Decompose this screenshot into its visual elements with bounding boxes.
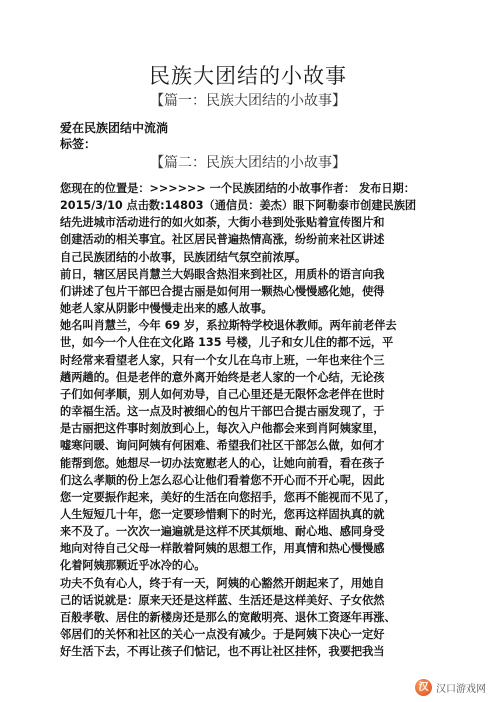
section-heading-1: 【篇一：民族大团结的小故事】: [150, 93, 346, 109]
body-line: 结先进城市活动进行的如火如荼，大街小巷到处张贴着宣传图片和: [60, 216, 385, 230]
document-title: 民族大团结的小故事: [149, 64, 347, 88]
body-line: 的幸福生活。这一点及时被细心的包片干部巴合提古丽发现了，于: [60, 405, 385, 419]
tags-label: 标签：: [60, 137, 97, 151]
body-line: 创建活动的相关事宜。社区居民普遍热情高涨，纷纷前来社区讲述: [60, 233, 385, 247]
body-line: 她名叫肖慧兰，今年 69 岁，系拉斯特学校退休教师。两年前老伴去: [60, 319, 397, 333]
body-line: 化着阿姨那颗近乎冰冷的心。: [60, 559, 206, 573]
body-line: 们这么孝顺的份上怎么忍心让他们看着您不开心而不开心呢，因此: [60, 473, 385, 487]
body-line: 您一定要振作起来，美好的生活在向您招手，您再不能视而不见了，: [60, 490, 396, 504]
section-heading-2: 【篇二：民族大团结的小故事】: [150, 155, 346, 171]
article-subtitle: 爱在民族团结中流淌: [60, 121, 169, 135]
body-line: 来不及了。一次次一遍遍就是这样不厌其烦地、耐心地、感同身受: [60, 525, 385, 539]
body-line: 己的话说就是：原来天还是这样蓝、生活还是这样美好、子女依然: [60, 593, 385, 607]
body-line: 地向对待自己父母一样散着阿姨的思想工作，用真情和热心慢慢感: [60, 542, 385, 556]
body-line: 能帮到您。她想尽一切办法宽慰老人的心，让她向前看，看在孩子: [60, 456, 385, 470]
body-line: 们讲述了包片干部巴合提古丽是如何用一颗热心慢慢感化她，使得: [60, 284, 385, 298]
body-line: 世，如今一个人住在文化路 135 号楼，儿子和女儿住的都不远，平: [60, 336, 394, 350]
body-line: 2015/3/10 点击数:14803（通信员：姜杰）眼下阿勒泰市创建民族团: [60, 199, 417, 213]
body-line: 邻居们的关怀和社区的关心一点没有减少。于是阿姨下决心一定好: [60, 628, 385, 642]
body-line: 百般孝敬、居住的新楼房还是那么的宽敞明亮、退休工资逐年再涨、: [60, 610, 396, 624]
body-line: 她老人家从阴影中慢慢走出来的感人故事。: [60, 302, 273, 316]
body-line: 时经常来看望老人家，只有一个女儿在乌市上班，一年也来往个三: [60, 353, 385, 367]
body-line: 嘘寒问暖、询问阿姨有何困难、希望我们社区干部怎么做，如何才: [60, 439, 385, 453]
site-watermark: [411, 676, 490, 698]
body-line: 自己民族团结的小故事，民族团结气氛空前浓厚。: [60, 250, 307, 264]
body-line: 是古丽把这件事时刻放到心上，每次入户他都会来到肖阿姨家里，: [60, 422, 385, 436]
body-line: 前日，辖区居民肖慧兰大妈眼含热泪来到社区，用质朴的语言向我: [60, 267, 385, 281]
site-logo-icon: 汉: [415, 679, 432, 696]
body-line: 好生活下去，不再让孩子们惦记，也不再让社区挂怀，我要把我当: [60, 645, 385, 659]
body-line: 您现在的位置是：>>>>>> 一个民族团结的小故事作者： 发布日期：: [60, 182, 415, 195]
body-line: 子们如何孝顺，别人如何劝导，自己心里还是无限怀念老伴在世时: [60, 387, 385, 401]
body-line: 人生短短几十年，您一定要珍惜剩下的时光，您再这样固执真的就: [60, 507, 385, 521]
body-line: 功夫不负有心人，终于有一天，阿姨的心豁然开朗起来了，用她自: [60, 576, 385, 590]
article-body: [60, 180, 438, 660]
site-name: 汉口游戏网: [436, 683, 486, 695]
body-line: 趟两趟的。但是老伴的意外离开始终是老人家的一个心结，无论孩: [60, 370, 385, 384]
